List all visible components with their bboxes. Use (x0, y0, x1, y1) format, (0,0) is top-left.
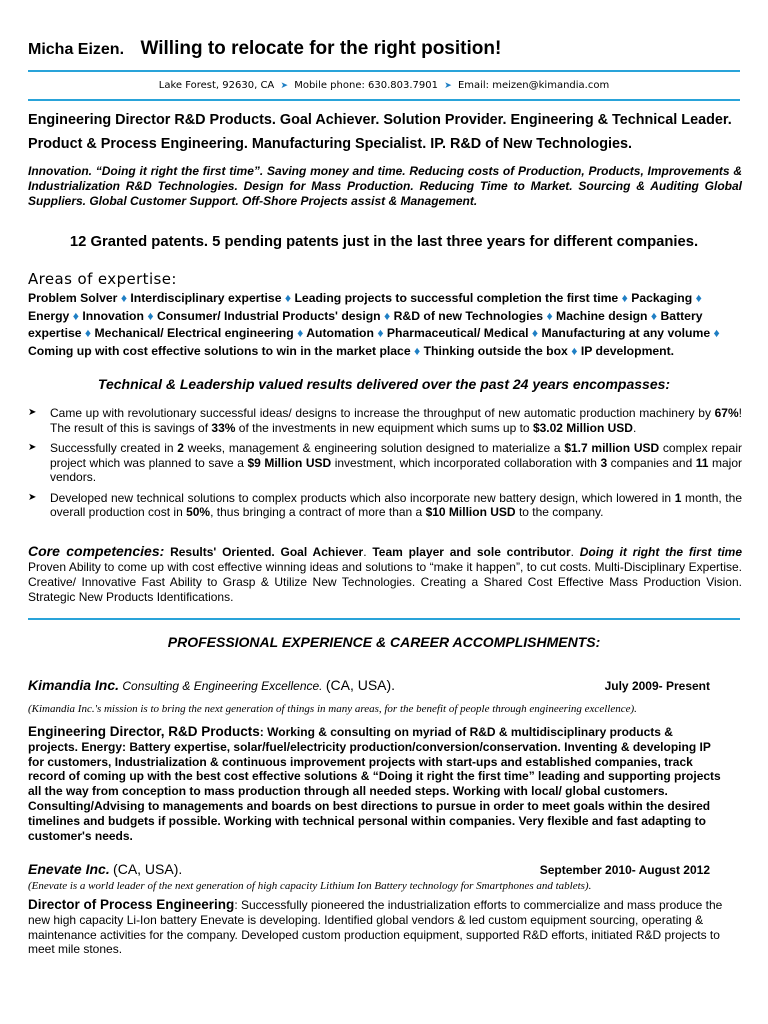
expertise-item: Mechanical/ Electrical engineering (94, 326, 294, 340)
expertise-item: Consumer/ Industrial Products' design (156, 308, 381, 323)
contact-line (0, 80, 768, 91)
job-header-enevate (28, 861, 742, 877)
core-competencies-label: Core competencies: (28, 543, 165, 559)
contact-phone: Mobile phone: 630.803.7901 (294, 80, 439, 91)
diamond-separator-icon: ♦ (84, 326, 92, 340)
resume-header (28, 38, 740, 60)
expertise-item: Problem Solver (28, 291, 118, 305)
role-description: : Working & consulting on myriad of R&D & multidisciplinary products & projects. Energy: Battery expertise, solar/fuel/electricity production/conversion/conservation. Inventing & developing IP for customers, Industrialization & continuous improvement projects with start-ups and established companies, track record of coming up with the best cost effective solutions & “Doing it right the first time” leading and supporting projects all the way from conception to mass production through all needed steps. Working with local/ global customers. Consulting/Advising to managements and boards on best directions to pursue in order to meet goals within the desired timelines and budgets if possible. Working with technical personal within companies. Very flexible and fast adapting to customer's needs. (28, 725, 721, 843)
expertise-item: IP development. (580, 343, 675, 358)
job-dates: September 2010- August 2012 (539, 863, 710, 877)
summary-tagline: Innovation. “Doing it right the first time”. Saving money and time. Reducing costs of Production, Products, Improvements & Industrialization R&D Technologies. Design for Mass Production. Reducing Time to Market. Sourcing & Auditing Global Suppliers. Global Customer Support. Off-Shore Projects assist & Management. (28, 164, 742, 208)
role-description: : Successfully pioneered the industrialization efforts to commercialize and mass produce the new high capacity Li-Ion battery Enevate is developing. Identified global vendors & led custom equipment sourcing, operating & maintenance activities for the company. Developed custom production equipment, supported R&D efforts, initiated R&D projects to meet mile stones. (28, 898, 723, 957)
expertise-item: Packaging (631, 291, 693, 305)
company-mission: (Enevate is a world leader of the next generation of high capacity Lithium Ion Battery technology for Smartphones and tablets). (28, 880, 592, 892)
experience-title: PROFESSIONAL EXPERIENCE & CAREER ACCOMPLISHMENTS: (167, 634, 601, 650)
job-role-enevate (28, 898, 726, 957)
core-competencies: Core competencies: Results' Oriented. Goal Achiever. Team player and sole contributor. Doing it right the first time Proven Ability to come up with cost effective winning ideas and solutions to “make it happen”, to cut costs. Multi-Disciplinary Expertise. Creative/ Innovative Fast Ability to Grasp & Utilize New Technologies. Creating a Shared Cost Effective Mass Production Vision. Strategic New Products Identifications. (28, 543, 743, 604)
role-title: Engineering Director, R&D Products (28, 724, 260, 739)
diamond-separator-icon: ♦ (72, 308, 79, 323)
diamond-separator-icon: ♦ (531, 326, 539, 340)
results-list (28, 406, 742, 526)
diamond-separator-icon: ♦ (297, 326, 304, 340)
job-role-kimandia (28, 725, 726, 843)
summary-headline: Engineering Director R&D Products. Goal Achiever. Solution Provider. Engineering & Technical Leader. Product & Process Engineering. Manufacturing Specialist. IP. R&D of New Technologies. (28, 112, 732, 152)
areas-of-expertise-title: Areas of expertise: (28, 270, 177, 288)
relocation-headline: Willing to relocate for the right position! (140, 38, 502, 59)
company-name: Enevate Inc. (28, 861, 110, 877)
candidate-name: Micha Eizen. (28, 41, 125, 58)
expertise-item: Interdisciplinary expertise (130, 291, 282, 305)
list-item: ➤ Came up with revolutionary successful ideas/ designs to increase the throughput of new automatic production machinery by 67%! The result of this is savings of 33% of the investments in new equipment which sums up to $3.02 Million USD. (28, 406, 742, 435)
expertise-item: R&D of new Technologies (393, 308, 544, 323)
diamond-separator-icon: ♦ (571, 343, 578, 358)
company-description: Consulting & Engineering Excellence. (122, 679, 323, 693)
expertise-item: Manufacturing at any volume (541, 326, 711, 340)
expertise-item: Innovation (82, 308, 144, 323)
list-item: ➤ Successfully created in 2 weeks, management & engineering solution designed to materialize a $1.7 million USD complex repair project which was planned to save a $9 Million USD investment, which incorporated collaboration with 3 companies and 11 major vendors. (28, 441, 743, 484)
company-location: (CA, USA). (325, 677, 396, 693)
expertise-item: Leading projects to successful completion the first time (294, 291, 619, 305)
diamond-separator-icon: ♦ (546, 308, 553, 323)
header-top-rule (28, 70, 740, 72)
diamond-separator-icon: ♦ (384, 308, 391, 323)
diamond-separator-icon: ♦ (377, 326, 384, 340)
bullet-arrow-icon: ➤ (28, 491, 37, 503)
job-dates: July 2009- Present (604, 679, 710, 693)
arrow-icon: ➤ (444, 81, 452, 91)
arrow-icon: ➤ (280, 81, 289, 91)
areas-of-expertise-list (28, 290, 744, 360)
expertise-item: Energy (28, 308, 70, 323)
contact-email[interactable]: Email: meizen@kimandia.com (457, 80, 610, 91)
bullet-arrow-icon: ➤ (28, 407, 37, 418)
patents-statement: 12 Granted patents. 5 pending patents just in the last three years for different companies. (69, 234, 699, 250)
company-mission: (Kimandia Inc.'s mission is to bring the next generation of things in many areas, for the benefit of people through engineering excellence). (28, 703, 637, 715)
diamond-separator-icon: ♦ (120, 291, 128, 305)
results-title: Technical & Leadership valued results delivered over the past 24 years encompasses: (97, 376, 671, 392)
diamond-separator-icon: ♦ (650, 308, 658, 323)
expertise-item: Coming up with cost effective solutions to win in the market place (28, 343, 411, 358)
diamond-separator-icon: ♦ (713, 326, 720, 340)
company-location: (CA, USA). (113, 861, 183, 877)
diamond-separator-icon: ♦ (284, 291, 292, 305)
job-header-kimandia (28, 677, 742, 693)
diamond-separator-icon: ♦ (695, 291, 702, 305)
bullet-arrow-icon: ➤ (28, 442, 37, 453)
section-rule (28, 618, 740, 620)
diamond-separator-icon: ♦ (147, 308, 154, 323)
diamond-separator-icon: ♦ (621, 291, 628, 305)
contact-address: Lake Forest, 92630, CA (158, 80, 275, 91)
header-bottom-rule (28, 99, 740, 101)
role-title: Director of Process Engineering (28, 897, 235, 912)
expertise-item: Thinking outside the box (423, 343, 568, 358)
expertise-item: Automation (306, 326, 374, 340)
list-item: ➤ Developed new technical solutions to complex products which also incorporate new battery design, which lowered in 1 month, the overall production cost in 50%, thus bringing a contract of more than a $10 Million USD to the company. (28, 490, 742, 519)
company-name: Kimandia Inc. (28, 677, 120, 693)
expertise-item: Battery expertise (28, 308, 703, 340)
expertise-item: Pharmaceutical/ Medical (386, 326, 529, 340)
diamond-separator-icon: ♦ (414, 343, 421, 358)
expertise-item: Machine design (556, 308, 648, 323)
